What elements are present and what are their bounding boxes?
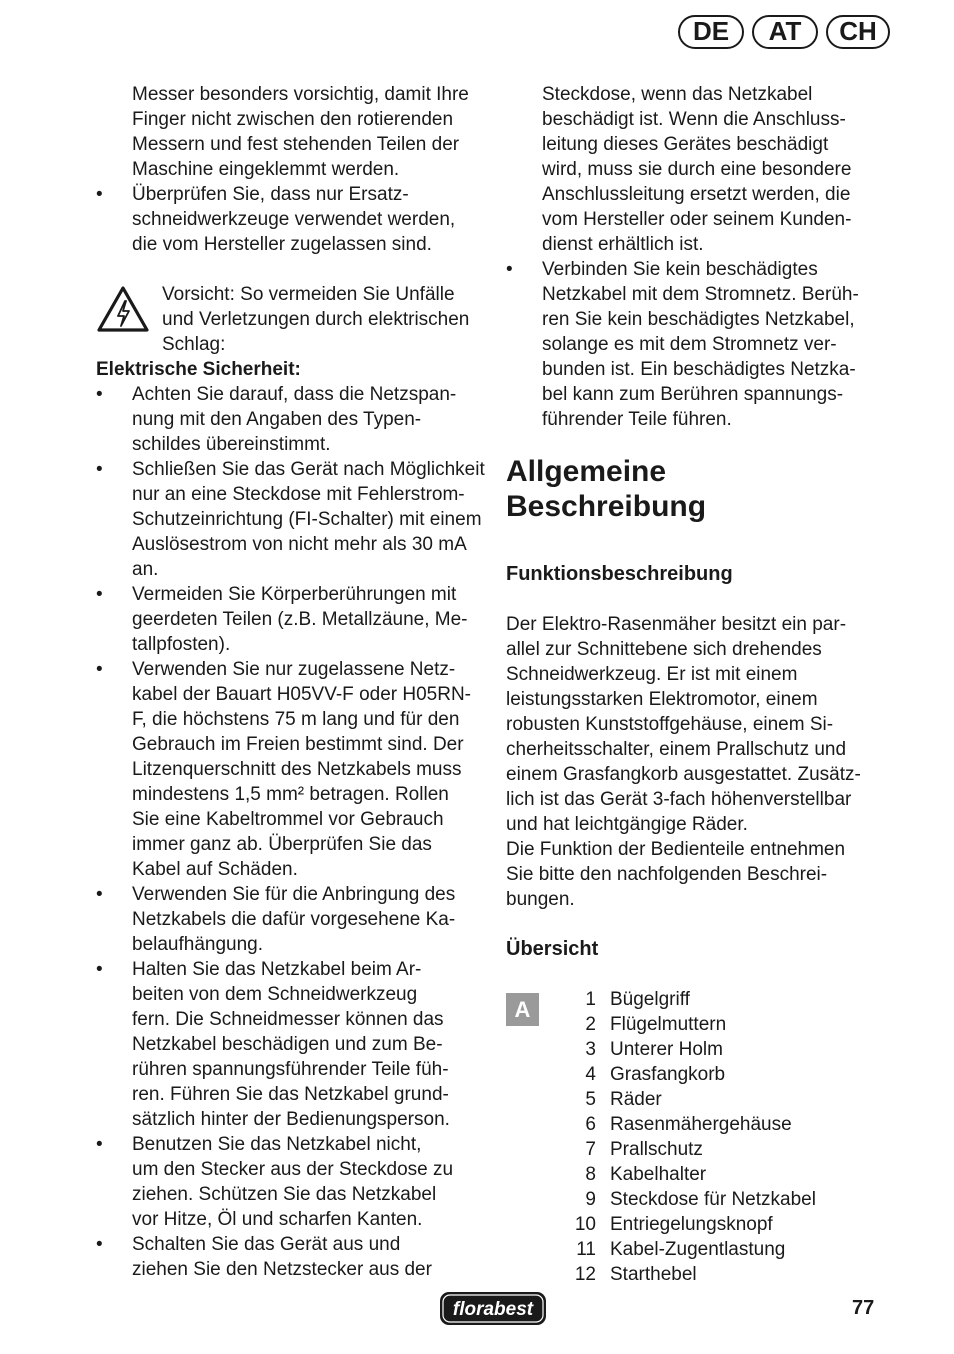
text-line: an. <box>132 559 159 580</box>
item-number: 4 <box>585 1064 596 1085</box>
item-label: Prallschutz <box>610 1139 703 1160</box>
country-badge-de: DE <box>678 15 744 49</box>
figure-reference-badge: A <box>506 993 539 1026</box>
section-heading: Elektrische Sicherheit: <box>96 359 301 380</box>
country-badge-at: AT <box>752 15 818 49</box>
list-item <box>96 582 488 657</box>
list-item <box>96 182 488 257</box>
title-line: Beschreibung <box>506 490 707 523</box>
list-item <box>96 382 488 457</box>
text-line: Netzkabels die dafür vorgesehene Ka- <box>132 909 456 930</box>
text-line: Maschine eingeklemmt werden. <box>132 159 400 180</box>
text-line: Die Funktion der Bedienteile entnehmen <box>506 839 846 860</box>
text-line: und hat leichtgängige Räder. <box>506 814 748 835</box>
text-line: rühren spannungsführender Teile füh- <box>132 1059 449 1080</box>
item-label: Grasfangkorb <box>610 1064 726 1085</box>
text-line: Sie bitte den nachfolgenden Beschrei- <box>506 864 828 885</box>
text-line: robusten Kunststoffgehäuse, einem Si- <box>506 714 834 735</box>
item-number: 12 <box>574 1264 596 1285</box>
table-row <box>549 1212 816 1237</box>
text-line: ziehen Sie den Netzstecker aus der <box>132 1259 432 1280</box>
list-item <box>96 457 488 582</box>
left-column <box>96 82 488 1282</box>
text-line: wird, muss sie durch eine besondere <box>542 159 852 180</box>
country-badge-ch: CH <box>826 15 890 49</box>
table-row <box>549 1062 816 1087</box>
text-line: cherheitsschalter, einem Prallschutz und <box>506 739 847 760</box>
text-line: allel zur Schnittebene sich drehendes <box>506 639 822 660</box>
subsection-title-function: Funktionsbeschreibung <box>506 563 733 585</box>
text-line: einem Grasfangkorb ausgestattet. Zusätz- <box>506 764 861 785</box>
table-row <box>549 1162 816 1187</box>
item-number: 6 <box>585 1114 596 1135</box>
text-line: bunden ist. Ein beschädigtes Netzka- <box>542 359 856 380</box>
text-line: ren. Führen Sie das Netzkabel grund- <box>132 1084 449 1105</box>
text-line: vor Hitze, Öl und scharfen Kanten. <box>132 1209 423 1230</box>
list-item <box>96 1132 488 1232</box>
item-number: 3 <box>585 1039 596 1060</box>
text-line: schildes übereinstimmt. <box>132 434 331 455</box>
item-label: Flügelmuttern <box>610 1014 727 1035</box>
text-line: nur an eine Steckdose mit Fehlerstrom- <box>132 484 465 505</box>
item-number: 5 <box>585 1089 596 1110</box>
list-item <box>96 657 488 882</box>
text-line: führender Teile führen. <box>542 409 732 430</box>
text-line: lich ist das Gerät 3-fach höhenverstellbar <box>506 789 852 810</box>
table-row <box>549 1087 816 1112</box>
list-item <box>96 957 488 1132</box>
page-number: 77 <box>852 1297 875 1319</box>
text-line: Steckdose, wenn das Netzkabel <box>542 84 813 105</box>
text-line: • Verbinden Sie kein beschädigtes <box>542 259 818 280</box>
text-line: Der Elektro-Rasenmäher besitzt ein par- <box>506 614 847 635</box>
item-label: Starthebel <box>610 1264 697 1285</box>
text-line: tallpfosten). <box>132 634 231 655</box>
text-line: und Verletzungen durch elektrischen <box>162 309 470 330</box>
overview-list <box>506 987 898 1287</box>
list-item <box>506 257 898 432</box>
item-label: Kabelhalter <box>610 1164 707 1185</box>
text-line: Netzkabel mit dem Stromnetz. Berüh- <box>542 284 859 305</box>
item-label: Steckdose für Netzkabel <box>610 1189 816 1210</box>
text-line: • Schließen Sie das Gerät nach Möglichkeit <box>132 459 485 480</box>
warning-text <box>154 282 488 357</box>
text-line: Vorsicht: So vermeiden Sie Unfälle <box>162 284 455 305</box>
text-line: bungen. <box>506 889 575 910</box>
table-row <box>549 1237 816 1262</box>
text-line: die vom Hersteller zugelassen sind. <box>132 234 432 255</box>
table-row <box>549 1112 816 1137</box>
text-line: schneidwerkzeuge verwendet werden, <box>132 209 456 230</box>
text-line: • Benutzen Sie das Netzkabel nicht, <box>132 1134 422 1155</box>
table-row <box>549 1037 816 1062</box>
right-column <box>506 82 898 1287</box>
text-line: • Halten Sie das Netzkabel beim Ar- <box>132 959 422 980</box>
text-line: • Achten Sie darauf, dass die Netzspan- <box>132 384 457 405</box>
text-line: kabel der Bauart H05VV-F oder H05RN- <box>132 684 471 705</box>
text-line: ziehen. Schützen Sie das Netzkabel <box>132 1184 437 1205</box>
text-line: bel kann zum Berühren spannungs- <box>542 384 844 405</box>
text-line: solange es mit dem Stromnetz ver- <box>542 334 837 355</box>
text-line: Schneidwerkzeug. Er ist mit einem <box>506 664 798 685</box>
text-line: F, die höchstens 75 m lang und für den <box>132 709 460 730</box>
text-line: beiten von dem Schneidwerkzeug <box>132 984 418 1005</box>
item-label: Räder <box>610 1089 662 1110</box>
text-line: leistungsstarken Elektromotor, einem <box>506 689 818 710</box>
text-line: • Schalten Sie das Gerät aus und <box>132 1234 401 1255</box>
text-line: Auslösestrom von nicht mehr als 30 mA <box>132 534 467 555</box>
item-number: 9 <box>585 1189 596 1210</box>
bullet-list-top <box>96 182 488 257</box>
text-line: Messern und fest stehenden Teilen der <box>132 134 460 155</box>
overview-table <box>549 987 816 1287</box>
warning-block <box>96 282 488 357</box>
text-line: Netzkabel beschädigen und zum Be- <box>132 1034 443 1055</box>
item-number: 8 <box>585 1164 596 1185</box>
text-line: leitung dieses Gerätes beschädigt <box>542 134 829 155</box>
text-line: • Verwenden Sie nur zugelassene Netz- <box>132 659 456 680</box>
text-line: um den Stecker aus der Steckdose zu <box>132 1159 454 1180</box>
subsection-title-overview: Übersicht <box>506 938 599 960</box>
text-line: ren Sie kein beschädigtes Netzkabel, <box>542 309 855 330</box>
table-row <box>549 1262 816 1287</box>
item-label: Kabel-Zugentlastung <box>610 1239 786 1260</box>
item-label: Unterer Holm <box>610 1039 723 1060</box>
item-number: 10 <box>574 1214 596 1235</box>
text-line: Messer besonders vorsichtig, damit Ihre <box>132 84 469 105</box>
text-line: Sie eine Kabeltrommel vor Gebrauch <box>132 809 444 830</box>
item-label: Bügelgriff <box>610 989 690 1010</box>
title-line: Allgemeine <box>506 455 667 488</box>
text-line: mindestens 1,5 mm² betragen. Rollen <box>132 784 449 805</box>
list-item <box>96 1232 488 1282</box>
item-number: 11 <box>576 1239 596 1260</box>
table-row <box>549 1137 816 1162</box>
text-line: Gebrauch im Freien bestimmt sind. Der <box>132 734 464 755</box>
text-line: sätzlich hinter der Bedienungsperson. <box>132 1109 450 1130</box>
text-line: Litzenquerschnitt des Netzkabels muss <box>132 759 462 780</box>
table-row <box>549 1012 816 1037</box>
text-line: belaufhängung. <box>132 934 264 955</box>
item-number: 1 <box>585 989 596 1010</box>
text-line: vom Hersteller oder seinem Kunden- <box>542 209 852 230</box>
logo-text: florabest <box>452 1299 534 1320</box>
bullet-list-electrical <box>96 382 488 1282</box>
electric-shock-warning-icon <box>96 282 154 357</box>
table-row <box>549 1187 816 1212</box>
text-line: fern. Die Schneidmesser können das <box>132 1009 444 1030</box>
text-line: • Überprüfen Sie, dass nur Ersatz- <box>132 184 409 205</box>
bullet-list-right <box>506 257 898 432</box>
item-number: 7 <box>585 1139 596 1160</box>
text-line: • Verwenden Sie für die Anbringung des <box>132 884 456 905</box>
text-line: Schlag: <box>162 334 226 355</box>
item-number: 2 <box>585 1014 596 1035</box>
text-line: immer ganz ab. Überprüfen Sie das <box>132 834 432 855</box>
text-line: Anschlussleitung ersetzt werden, die <box>542 184 851 205</box>
table-row <box>549 987 816 1012</box>
text-line: beschädigt ist. Wenn die Anschluss- <box>542 109 846 130</box>
item-label: Entriegelungsknopf <box>610 1214 773 1235</box>
continued-paragraph <box>96 82 488 182</box>
text-line: • Vermeiden Sie Körperberührungen mit <box>132 584 457 605</box>
continued-paragraph <box>506 82 898 257</box>
item-label: Rasenmähergehäuse <box>610 1114 792 1135</box>
text-line: Schutzeinrichtung (FI-Schalter) mit einem <box>132 509 482 530</box>
florabest-logo <box>438 1289 548 1327</box>
section-title <box>506 454 898 524</box>
list-item <box>96 882 488 957</box>
text-line: Finger nicht zwischen den rotierenden <box>132 109 454 130</box>
text-line: dienst erhältlich ist. <box>542 234 704 255</box>
text-line: Kabel auf Schäden. <box>132 859 298 880</box>
text-line: geerdeten Teilen (z.B. Metallzäune, Me- <box>132 609 468 630</box>
text-line: nung mit den Angaben des Typen- <box>132 409 422 430</box>
function-description <box>506 612 898 912</box>
